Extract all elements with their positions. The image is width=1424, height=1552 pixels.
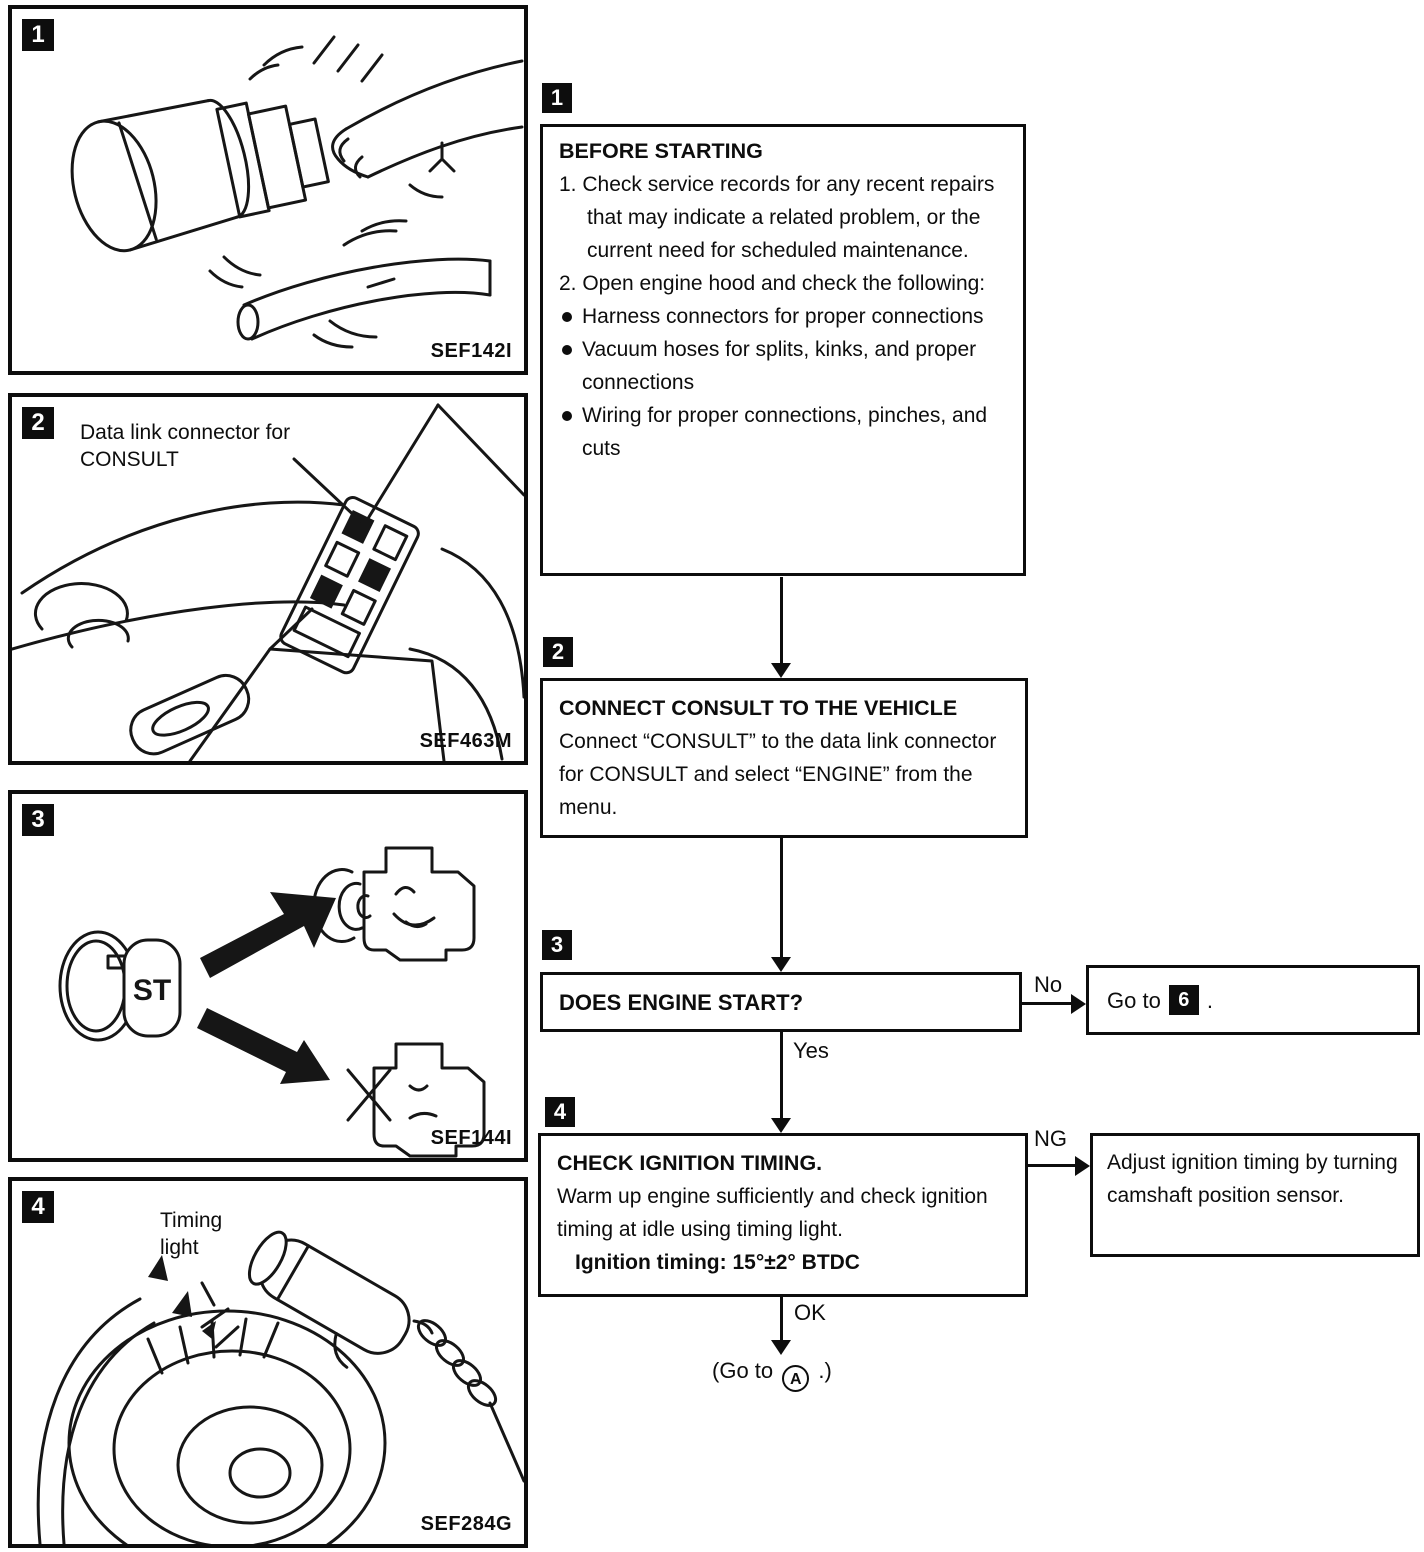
connector-line (780, 1297, 783, 1341)
door-handle (124, 668, 256, 760)
figure-code: SEF144I (430, 1127, 512, 1149)
panel-number-badge: 2 (22, 407, 54, 439)
goto-a-label (712, 1358, 832, 1392)
figure-code: SEF463M (419, 730, 512, 752)
panel-number-badge: 3 (22, 804, 54, 836)
ok-branch-label: OK (794, 1300, 826, 1325)
arrow-down-icon (771, 1340, 791, 1355)
ng-branch-label: NG (1034, 1126, 1067, 1151)
arrow-right-icon (1071, 994, 1086, 1014)
arrow-down-icon (771, 957, 791, 972)
goto-a-prefix: (Go to (712, 1358, 774, 1383)
bullet-dot-icon (562, 345, 572, 355)
connector-line (780, 838, 783, 958)
key-st-label: ST (132, 974, 172, 1007)
ignition-timing-spec: Ignition timing: 15°±2° BTDC (575, 1251, 860, 1274)
step-4-title: CHECK IGNITION TIMING. (557, 1151, 823, 1175)
step-1-title: BEFORE STARTING (559, 139, 763, 163)
step-3-number-badge: 3 (542, 930, 572, 960)
panel-number-badge: 4 (22, 1191, 54, 1223)
no-branch-label: No (1034, 972, 1063, 997)
flow-step-4-box (538, 1133, 1028, 1297)
bullet-dot-icon (562, 411, 572, 421)
light-beam-lines (202, 1283, 238, 1347)
ng-action-box (1090, 1133, 1420, 1257)
engine-start-illustration (12, 794, 524, 1158)
arrow-down-icon (771, 1118, 791, 1133)
timing-light-illustration (12, 1181, 524, 1544)
step-3-question: DOES ENGINE START? (559, 989, 804, 1015)
connector-line (1022, 1002, 1074, 1005)
step-1-bullet: Vacuum hoses for splits, kinks, and proper connections (559, 333, 1007, 399)
figure-code: SEF284G (420, 1513, 512, 1535)
step-2-number-badge: 2 (543, 637, 573, 667)
goto-prefix: Go to (1107, 987, 1161, 1013)
circled-a-icon: A (782, 1365, 809, 1392)
step-1-item: 1. Check service records for any recent repairs that may indicate a related problem, or the current need for scheduled maintenance. (559, 173, 995, 262)
arrow-down-icon (771, 663, 791, 678)
step-2-title: CONNECT CONSULT TO THE VEHICLE (559, 696, 958, 720)
goto-a-suffix: .) (818, 1358, 832, 1383)
connector-line (780, 1032, 783, 1120)
step-4-number-badge: 4 (545, 1097, 575, 1127)
flow-step-3-box (540, 972, 1022, 1032)
step-2-body: Connect “CONSULT” to the data link connector for CONSULT and select “ENGINE” from the menu. (559, 730, 997, 819)
bullet-dot-icon (562, 312, 572, 322)
arrow-to-stopped-engine (197, 1008, 330, 1084)
ng-action-text: Adjust ignition timing by turning camshaft position sensor. (1107, 1151, 1398, 1207)
hand-arm (333, 61, 522, 177)
illustration-panel-1 (8, 5, 528, 375)
yes-branch-label: Yes (793, 1038, 829, 1063)
figure-code: SEF142I (430, 340, 512, 362)
arrow-to-running-engine (200, 892, 336, 978)
goto-6-box (1086, 965, 1420, 1035)
illustration-panel-3 (8, 790, 528, 1162)
arrow-right-icon (1075, 1156, 1090, 1176)
step-1-item: 2. Open engine hood and check the following: (559, 272, 986, 295)
illustration-panel-4 (8, 1177, 528, 1548)
step-1-bullet: Wiring for proper connections, pinches, and cuts (559, 399, 1007, 465)
flow-step-2-box (540, 678, 1028, 838)
flow-step-1-box (540, 124, 1026, 576)
ignition-key (60, 932, 180, 1040)
harness-connector (217, 103, 328, 217)
panel-number-badge: 1 (22, 19, 54, 51)
goto-suffix: . (1206, 987, 1213, 1013)
step-4-body: Warm up engine sufficiently and check ignition timing at idle using timing light. (557, 1185, 988, 1241)
goto-step-number-badge: 6 (1169, 985, 1199, 1015)
vacuum-hose (238, 221, 490, 347)
power-cord-coil (414, 1316, 524, 1481)
happy-running-engine (314, 848, 474, 960)
illustration-panel-2 (8, 393, 528, 765)
data-link-connector (278, 495, 421, 676)
data-link-connector-label: Data link connector for CONSULT (80, 421, 291, 471)
harness-and-hose-shake-illustration (12, 9, 524, 371)
connector-line (1028, 1164, 1076, 1167)
label-leader-line (294, 459, 360, 521)
step-1-bullet: Harness connectors for proper connections (559, 300, 1007, 333)
step-1-number-badge: 1 (542, 83, 572, 113)
timing-light-label: Timing light (160, 1209, 223, 1259)
connector-line (780, 577, 783, 665)
